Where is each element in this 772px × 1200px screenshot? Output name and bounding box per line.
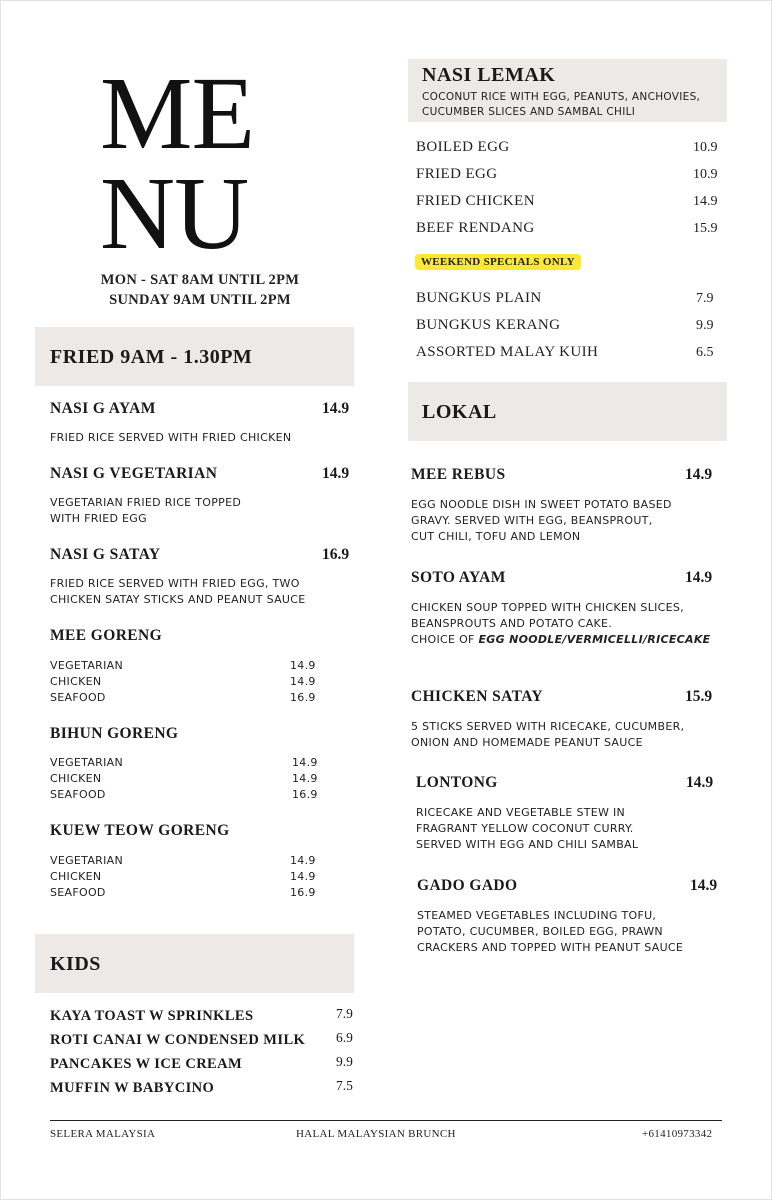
lokal-item-desc: CRACKERS AND TOPPED WITH PEANUT SAUCE — [417, 941, 684, 954]
hours-sunday: SUNDAY 9AM UNTIL 2PM — [109, 292, 291, 308]
lokal-item-price: 14.9 — [685, 569, 713, 586]
option-price: 14.9 — [290, 854, 316, 867]
lokal-item-desc: CHICKEN SOUP TOPPED WITH CHICKEN SLICES, — [411, 601, 684, 614]
option-label: SEAFOOD — [50, 691, 106, 704]
lokal-item-price: 14.9 — [686, 774, 714, 791]
lokal-item-name: GADO GADO — [417, 877, 518, 894]
menu-title-line1: ME — [100, 56, 254, 171]
option-price: 16.9 — [290, 691, 316, 704]
menu-item-desc: WITH FRIED EGG — [50, 512, 147, 525]
kids-item-price: 9.9 — [336, 1054, 353, 1069]
lokal-item-price: 14.9 — [690, 877, 718, 894]
choice-prefix: CHOICE OF — [411, 633, 479, 646]
kids-item-name: MUFFIN W BABYCINO — [50, 1080, 215, 1096]
option-label: CHICKEN — [50, 772, 102, 785]
option-price: 14.9 — [290, 659, 316, 672]
menu-item-name: NASI G SATAY — [50, 546, 161, 563]
footer-phone: +61410973342 — [642, 1128, 713, 1140]
nasi-lemak-item-price: 10.9 — [693, 167, 718, 182]
lokal-item-desc: EGG NOODLE DISH IN SWEET POTATO BASED — [411, 498, 672, 511]
nasi-lemak-subtitle: COCONUT RICE WITH EGG, PEANUTS, ANCHOVIES, — [422, 91, 701, 103]
kids-item-name: PANCAKES W ICE CREAM — [50, 1056, 243, 1072]
fried-section-title: FRIED 9AM - 1.30PM — [50, 346, 253, 368]
lokal-item-desc: FRAGRANT YELLOW COCONUT CURRY. — [416, 822, 634, 835]
menu-title-line2: NU — [100, 156, 249, 271]
kids-item-price: 6.9 — [336, 1030, 353, 1045]
menu-item-desc: FRIED RICE SERVED WITH FRIED CHICKEN — [50, 431, 292, 444]
option-label: VEGETARIAN — [50, 854, 123, 867]
footer-brand: SELERA MALAYSIA — [50, 1128, 156, 1140]
nasi-lemak-item-price: 14.9 — [693, 194, 718, 209]
nasi-lemak-title: NASI LEMAK — [422, 64, 556, 86]
menu-item-price: 14.9 — [322, 465, 350, 482]
lokal-item-name: MEE REBUS — [411, 466, 506, 483]
weekend-item-price: 7.9 — [696, 291, 714, 306]
option-price: 14.9 — [290, 675, 316, 688]
lokal-item-desc: POTATO, CUCUMBER, BOILED EGG, PRAWN — [417, 925, 663, 938]
lokal-item-desc: BEANSPROUTS AND POTATO CAKE. — [411, 617, 613, 630]
menu-group-name: KUEW TEOW GORENG — [50, 822, 230, 839]
footer-divider — [50, 1120, 722, 1121]
choice-options: EGG NOODLE/VERMICELLI/RICECAKE — [478, 633, 711, 646]
option-price: 14.9 — [292, 772, 318, 785]
option-price: 16.9 — [290, 886, 316, 899]
kids-section-title: KIDS — [50, 953, 101, 975]
lokal-item-desc: ONION AND HOMEMADE PEANUT SAUCE — [411, 736, 643, 749]
weekend-item-name: ASSORTED MALAY KUIH — [416, 344, 599, 360]
menu-item-desc: CHICKEN SATAY STICKS AND PEANUT SAUCE — [50, 593, 306, 606]
hours-weekday: MON - SAT 8AM UNTIL 2PM — [100, 272, 300, 288]
nasi-lemak-item-name: FRIED CHICKEN — [416, 193, 535, 209]
menu-item-desc: VEGETARIAN FRIED RICE TOPPED — [50, 496, 242, 509]
kids-item-name: KAYA TOAST W SPRINKLES — [50, 1008, 254, 1024]
lokal-item-desc: SERVED WITH EGG AND CHILI SAMBAL — [416, 838, 639, 851]
lokal-item-name: SOTO AYAM — [411, 569, 506, 586]
menu-item-price: 16.9 — [322, 546, 350, 563]
footer-tagline: HALAL MALAYSIAN BRUNCH — [296, 1128, 456, 1140]
nasi-lemak-item-price: 15.9 — [693, 221, 718, 236]
menu-group-name: MEE GORENG — [50, 627, 163, 644]
menu-item-price: 14.9 — [322, 400, 350, 417]
kids-item-price: 7.5 — [336, 1078, 353, 1093]
lokal-item-price: 14.9 — [685, 466, 713, 483]
weekend-specials-badge: WEEKEND SPECIALS ONLY — [415, 254, 581, 270]
menu-item-name: NASI G AYAM — [50, 400, 156, 417]
lokal-item-desc: CUT CHILI, TOFU AND LEMON — [411, 530, 581, 543]
nasi-lemak-item-name: BEEF RENDANG — [416, 220, 535, 236]
option-label: SEAFOOD — [50, 886, 106, 899]
lokal-item-desc: GRAVY. SERVED WITH EGG, BEANSPROUT, — [411, 514, 653, 527]
menu-item-desc: FRIED RICE SERVED WITH FRIED EGG, TWO — [50, 577, 300, 590]
lokal-item-desc: 5 STICKS SERVED WITH RICECAKE, CUCUMBER, — [411, 720, 685, 733]
nasi-lemak-subtitle: CUCUMBER SLICES AND SAMBAL CHILI — [422, 106, 636, 118]
option-label: VEGETARIAN — [50, 756, 123, 769]
weekend-item-price: 6.5 — [696, 345, 714, 360]
lokal-item-price: 15.9 — [685, 688, 713, 705]
menu-group-name: BIHUN GORENG — [50, 725, 179, 742]
weekend-item-price: 9.9 — [696, 318, 714, 333]
kids-item-price: 7.9 — [336, 1006, 353, 1021]
lokal-item-name: LONTONG — [416, 774, 498, 791]
lokal-item-desc-choice — [411, 632, 710, 649]
option-label: CHICKEN — [50, 870, 102, 883]
kids-item-name: ROTI CANAI W CONDENSED MILK — [50, 1032, 306, 1048]
weekend-item-name: BUNGKUS KERANG — [416, 317, 561, 333]
menu-item-name: NASI G VEGETARIAN — [50, 465, 218, 482]
nasi-lemak-item-name: FRIED EGG — [416, 166, 498, 182]
lokal-item-name: CHICKEN SATAY — [411, 688, 543, 705]
nasi-lemak-item-name: BOILED EGG — [416, 139, 510, 155]
option-price: 16.9 — [292, 788, 318, 801]
option-label: CHICKEN — [50, 675, 102, 688]
weekend-item-name: BUNGKUS PLAIN — [416, 290, 542, 306]
lokal-item-desc: STEAMED VEGETABLES INCLUDING TOFU, — [417, 909, 657, 922]
option-price: 14.9 — [292, 756, 318, 769]
nasi-lemak-item-price: 10.9 — [693, 140, 718, 155]
lokal-item-desc: RICECAKE AND VEGETABLE STEW IN — [416, 806, 626, 819]
lokal-section-title: LOKAL — [422, 401, 497, 423]
option-label: VEGETARIAN — [50, 659, 123, 672]
option-price: 14.9 — [290, 870, 316, 883]
option-label: SEAFOOD — [50, 788, 106, 801]
